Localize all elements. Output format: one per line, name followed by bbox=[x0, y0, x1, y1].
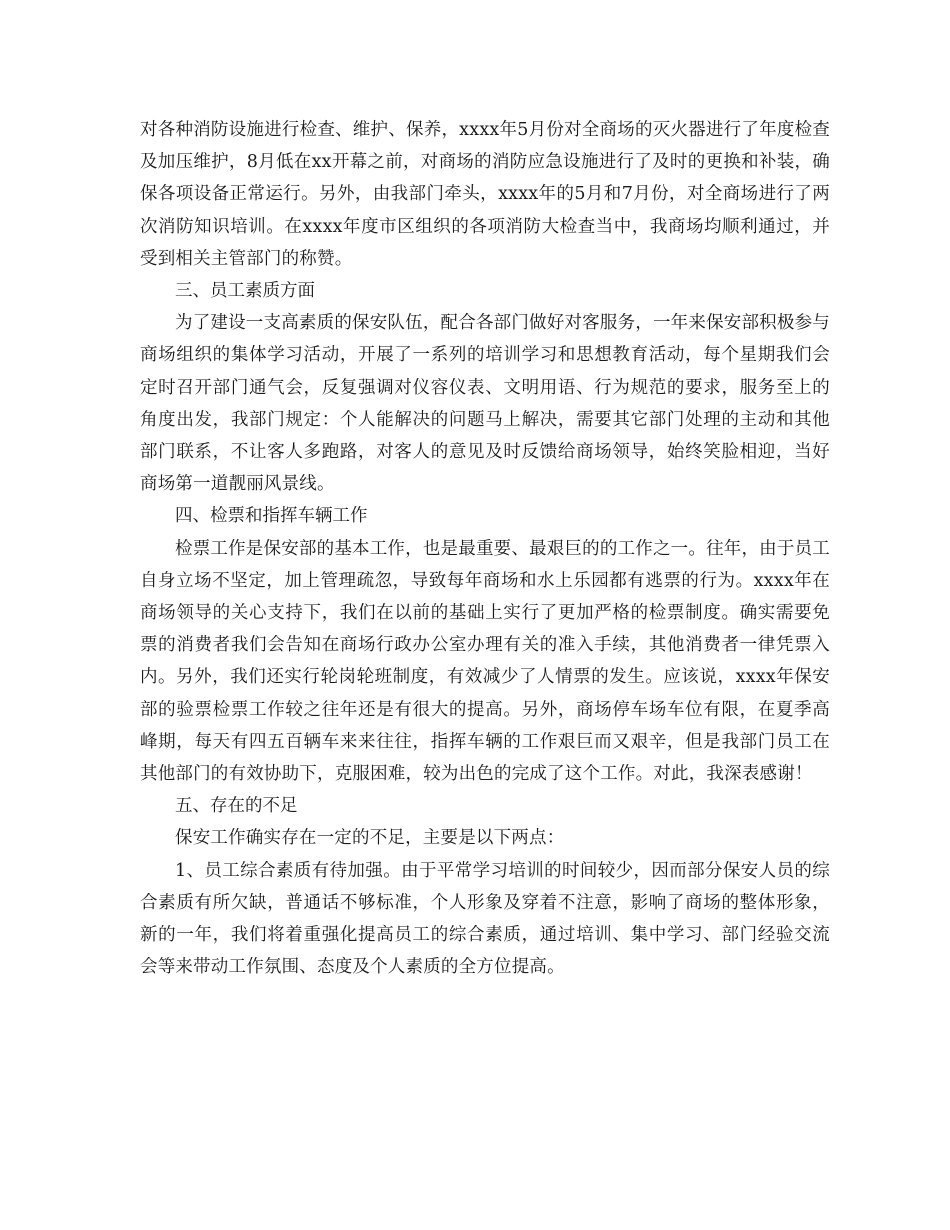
section-heading-ticket-vehicle: 四、检票和指挥车辆工作 bbox=[175, 506, 368, 527]
paragraph-fire-facilities: 对各种消防设施进行检查、维护、保养，xxxx年5月份对全商场的灭火器进行了年度检查及加压维护，8月低在xx开幕之前，对商场的消防应急设施进行了及时的更换和补装，确保各项设备正常运行。另外，由我部门牵头，xxxx年的5月和7月份，对全商场进行了两次消防知识培训。在xxxx年度市区组织的各项消防大检查当中，我商场均顺利通过，并受到相关主管部门的称赞。 bbox=[140, 120, 830, 269]
paragraph-staff-quality: 为了建设一支高素质的保安队伍，配合各部门做好对客服务，一年来保安部积极参与商场组织的集体学习活动，开展了一系列的培训学习和思想教育活动，每个星期我们会定时召开部门通气会，反复强调对仪容仪表、文明用语、行为规范的要求，服务至上的角度出发，我部门规定：个人能解决的问题马上解决，需要其它部门处理的主动和其他部门联系，不让客人多跑路，对客人的意见及时反馈给商场领导，始终笑脸相迎，当好商场第一道靓丽风景线。 bbox=[140, 313, 830, 495]
document-body bbox=[140, 114, 830, 983]
paragraph-shortcomings-intro: 保安工作确实存在一定的不足，主要是以下两点： bbox=[175, 828, 565, 849]
section-heading-shortcomings: 五、存在的不足 bbox=[175, 796, 298, 817]
section-heading-staff-quality: 三、员工素质方面 bbox=[175, 281, 315, 302]
paragraph-shortcoming-1: 1、员工综合素质有待加强。由于平常学习培训的时间较少，因而部分保安人员的综合素质有所欠缺，普通话不够标准，个人形象及穿着不注意，影响了商场的整体形象，新的一年，我们将着重强化提高员工的综合素质，通过培训、集中学习、部门经验交流会等来带动工作氛围、态度及个人素质的全方位提高。 bbox=[140, 860, 830, 978]
paragraph-ticket-vehicle: 检票工作是保安部的基本工作，也是最重要、最艰巨的的工作之一。往年，由于员工自身立场不坚定，加上管理疏忽，导致每年商场和水上乐园都有逃票的行为。xxxx年在商场领导的关心支持下，我们在以前的基础上实行了更加严格的检票制度。确实需要免票的消费者我们会告知在商场行政办公室办理有关的准入手续，其他消费者一律凭票入内。另外，我们还实行轮岗轮班制度，有效减少了人情票的发生。应该说，xxxx年保安部的验票检票工作较之往年还是有很大的提高。另外，商场停车场车位有限，在夏季高峰期，每天有四五百辆车来来往往，指挥车辆的工作艰巨而又艰辛，但是我部门员工在其他部门的有效协助下，克服困难，较为出色的完成了这个工作。对此，我深表感谢！ bbox=[140, 538, 830, 785]
